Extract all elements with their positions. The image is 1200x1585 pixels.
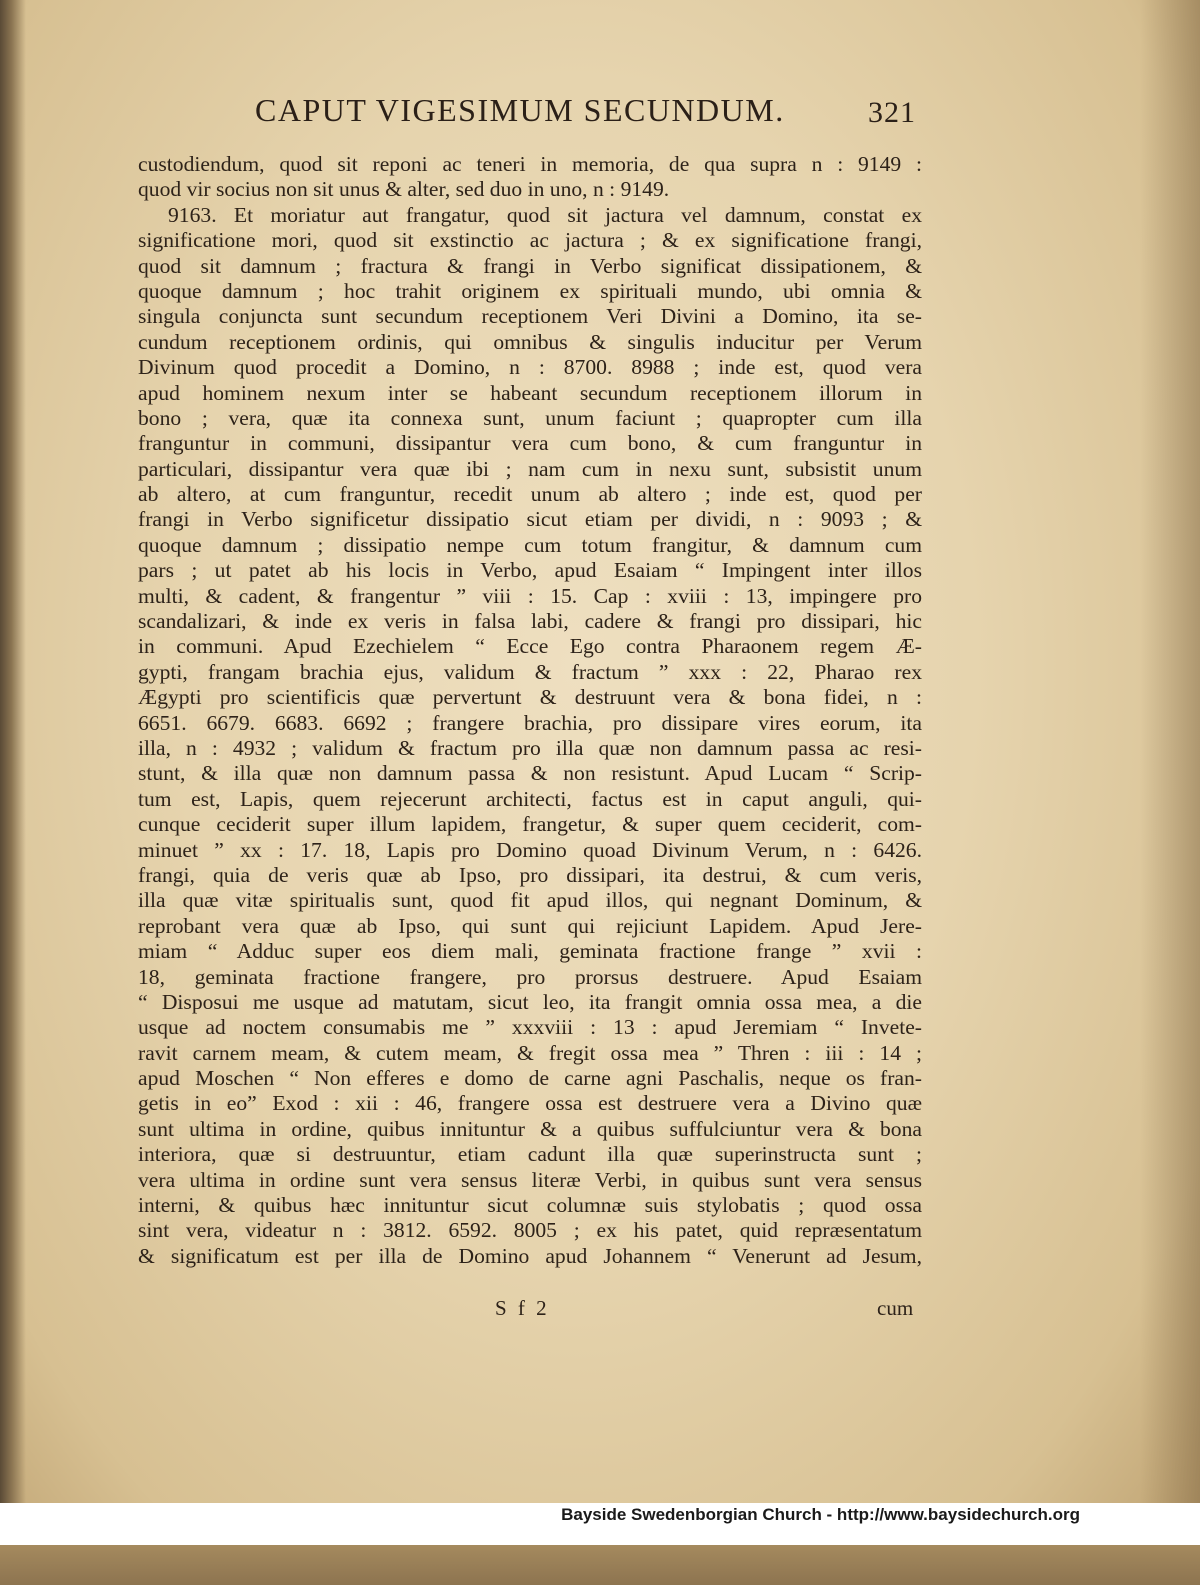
footer-credit: Bayside Swedenborgian Church - http://www.baysidechurch.org (561, 1505, 1080, 1524)
text-line: quoque damnum ; dissipatio nempe cum totum frangitur, & damnum cum (138, 532, 922, 557)
text-line: ab altero, at cum franguntur, recedit unum ab altero ; inde est, quod per (138, 482, 922, 507)
text-line: custodiendum, quod sit reponi ac teneri in memoria, de qua supra n : 9149 : (138, 152, 922, 176)
text-line: interiora, quæ si destruuntur, etiam cadunt illa quæ superinstructa sunt ; (138, 1142, 922, 1167)
text-line: minuet ” xx : 17. 18, Lapis pro Domino quoad Divinum Verum, n : 6426. (138, 837, 922, 862)
text-line: quod vir socius non sit unus & alter, sed duo in uno, n : 9149. (138, 177, 670, 202)
text-line: “ Disposui me usque ad matutam, sicut leo, ita frangit omnia ossa mea, a die (138, 989, 922, 1014)
catchword: cum (877, 1296, 914, 1320)
signature-mark: S f 2 (495, 1296, 550, 1320)
text-line: sunt ultima in ordine, quibus innituntur & a quibus suffulciuntur vera & bona (138, 1116, 922, 1141)
text-line: particulari, dissipantur vera quæ ibi ; nam cum in nexu sunt, subsistit unum (138, 456, 922, 481)
text-line: quoque damnum ; hoc trahit originem ex spirituali mundo, ubi omnia & (138, 278, 922, 303)
text-line: tum est, Lapis, quem rejecerunt architecti, factus est in caput anguli, qui- (138, 786, 922, 811)
text-line: 18, geminata fractione frangere, pro prorsus destruere. Apud Esaiam (138, 964, 922, 989)
text-line: scandalizari, & inde ex veris in falsa labi, cadere & frangi pro dissipari, hic (138, 609, 922, 634)
text-line: reprobant vera quæ ab Ipso, qui sunt qui rejiciunt Lapidem. Apud Jere- (138, 913, 922, 938)
text-line: ravit carnem meam, & cutem meam, & fregit ossa mea ” Thren : iii : 14 ; (138, 1040, 922, 1065)
page-number: 321 (868, 96, 916, 129)
text-line: cundum receptionem ordinis, qui omnibus & singulis inducitur per Verum (138, 329, 922, 354)
text-line: 6651. 6679. 6683. 6692 ; frangere brachia, pro dissipare vires eorum, ita (138, 710, 922, 735)
text-line: singula conjuncta sunt secundum receptionem Veri Divini a Domino, ita se- (138, 304, 922, 329)
text-line: quod sit damnum ; fractura & frangi in Verbo significat dissipationem, & (138, 253, 922, 278)
text-line: apud hominem nexum inter se habeant secundum receptionem illorum in (138, 380, 922, 405)
text-line: frangi, quia de veris quæ ab Ipso, pro dissipari, ita destrui, & cum veris, (138, 862, 922, 887)
text-line: multi, & cadent, & frangentur ” viii : 15. Cap : xviii : 13, impingere pro (138, 583, 922, 608)
text-line: illa, n : 4932 ; validum & fractum pro illa quæ non damnum passa ac resi- (138, 735, 922, 760)
text-line: apud Moschen “ Non efferes e domo de carne agni Paschalis, neque os fran- (138, 1066, 922, 1091)
text-line: gypti, frangam brachia ejus, validum & fractum ” xxx : 22, Pharao rex (138, 659, 922, 684)
bottom-band (0, 1545, 1200, 1585)
text-line: frangi in Verbo significetur dissipatio sicut etiam per dividi, n : 9093 ; & (138, 507, 922, 532)
text-line: stunt, & illa quæ non damnum passa & non resistunt. Apud Lucam “ Scrip- (138, 761, 922, 786)
text-line: 9163. Et moriatur aut frangatur, quod sit jactura vel damnum, constat ex (168, 202, 922, 227)
text-line: in communi. Apud Ezechielem “ Ecce Ego contra Pharaonem regem Æ- (138, 634, 922, 659)
body-text (138, 152, 922, 1269)
text-line: sint vera, videatur n : 3812. 6592. 8005 ; ex his patet, quid repræsentatum (138, 1218, 922, 1243)
text-line: interni, & quibus hæc innituntur sicut columnæ suis stylobatis ; quod ossa (138, 1193, 922, 1218)
text-line: Ægypti pro scientificis quæ pervertunt & destruunt vera & bona fidei, n : (138, 685, 922, 710)
text-line: usque ad noctem consumabis me ” xxxviii : 13 : apud Jeremiam “ Invete- (138, 1015, 922, 1040)
running-head: CAPUT VIGESIMUM SECUNDUM. (255, 92, 785, 128)
text-line: significatione mori, quod sit exstinctio ac jactura ; & ex significatione frangi, (138, 228, 922, 253)
text-line: illa quæ vitæ spiritualis sunt, quod fit apud illos, qui negnant Dominum, & (138, 888, 922, 913)
text-line: pars ; ut patet ab his locis in Verbo, apud Esaiam “ Impingent inter illos (138, 558, 922, 583)
text-line: bono ; vera, quæ ita connexa sunt, unum faciunt ; quapropter cum illa (138, 405, 922, 430)
text-line: cunque ceciderit super illum lapidem, frangetur, & super quem ceciderit, com- (138, 812, 922, 837)
text-line: Divinum quod procedit a Domino, n : 8700. 8988 ; inde est, quod vera (138, 355, 922, 380)
text-line: & significatum est per illa de Domino apud Johannem “ Venerunt ad Jesum, (138, 1243, 922, 1268)
text-line: vera ultima in ordine sunt vera sensus literæ Verbi, in quibus sunt vera sensus (138, 1167, 922, 1192)
text-line: franguntur in communi, dissipantur vera cum bono, & cum franguntur in (138, 431, 922, 456)
text-line: getis in eo” Exod : xii : 46, frangere ossa est destruere vera a Divino quæ (138, 1091, 922, 1116)
text-line: miam “ Adduc super eos diem mali, geminata fractione frange ” xvii : (138, 939, 922, 964)
